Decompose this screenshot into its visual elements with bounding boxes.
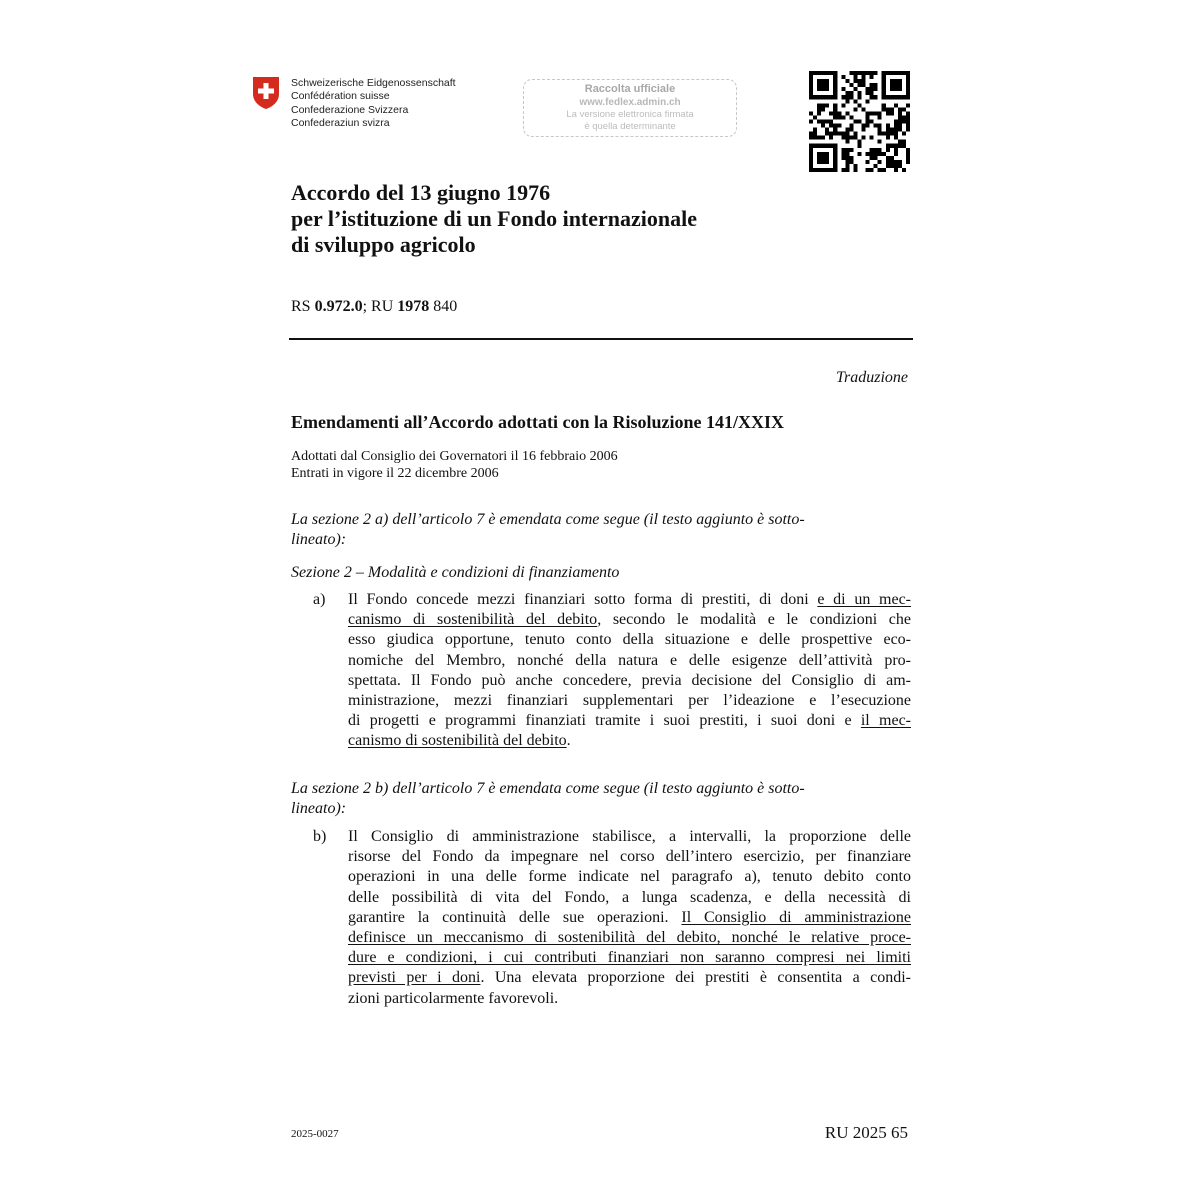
paragraph-line: previsti per i doni. Una elevata proporzione dei prestiti è consentita a condi- [348, 969, 911, 987]
paragraph-line: garantire la continuità delle sue operazioni. Il Consiglio di amministrazione [348, 908, 912, 926]
paragraph-line: delle possibilità di vita del Fondo, a lunga scadenza, e della necessità di [348, 888, 911, 906]
added-text: Il Consiglio di amministrazione [681, 908, 912, 926]
rs-ru-reference: RS 0.972.0; RU 1978 840 [291, 298, 458, 315]
divider [289, 338, 913, 340]
added-text: previsti per i doni [348, 969, 481, 987]
added-text: definisce un meccanismo di sostenibilità del debito, nonché le relative proce- [348, 929, 911, 947]
paragraph-b-text [348, 827, 911, 1009]
added-text: canismo di sostenibilità del debito [348, 732, 567, 750]
paragraph-line [348, 928, 911, 948]
added-text: dure e condizioni, i cui contributi finanziari non saranno compresi nei limiti [348, 949, 911, 967]
added-text: e di un mec- [817, 591, 911, 608]
confederation-name-fr: Confédération suisse [291, 90, 390, 103]
title-line: Accordo del 13 giugno 1976 [291, 180, 551, 205]
adoption-dates [291, 448, 618, 482]
paragraph-b-label: b) [313, 828, 327, 845]
title-line: per l’istituzione di un Fondo internazionale [291, 206, 698, 231]
amendments-heading: Emendamenti all’Accordo adottati con la Risoluzione 141/XXIX [291, 412, 784, 432]
paragraph-line: zioni particolarmente favorevoli. [348, 989, 559, 1007]
official-collection-stamp [523, 79, 737, 137]
added-text: canismo di sostenibilità del debito [348, 611, 598, 629]
paragraph-line [348, 948, 911, 968]
added-text: il mec- [860, 712, 911, 730]
document-title [291, 180, 891, 258]
paragraph-line: canismo di sostenibilità del debito, secondo le modalità e le condizioni che [348, 611, 911, 629]
intro-section-b: La sezione 2 b) dell’articolo 7 è emendata come segue (il testo aggiunto è sotto- lineato): [291, 780, 805, 817]
paragraph-line: operazioni in una delle forme indicate nel paragrafo a), tenuto debito conto [348, 868, 911, 886]
confederation-name-it: Confederazione Svizzera [291, 103, 409, 116]
paragraph-line: ministrazione, mezzi finanziari supplementari per l’ideazione e l’esecuzione [348, 692, 911, 710]
confederation-names [291, 77, 456, 131]
paragraph-b [291, 827, 911, 1009]
paragraph-line: esso giudica opportune, tenuto conto della situazione e delle prospettive eco- [348, 631, 911, 649]
stamp-url: www.fedlex.admin.ch [579, 97, 681, 108]
section-title: Sezione 2 – Modalità e condizioni di finanziamento [291, 564, 620, 581]
stamp-title: Raccolta ufficiale [584, 83, 676, 95]
confederation-name-rm: Confederaziun svizra [291, 117, 390, 130]
paragraph-line: Il Fondo concede mezzi finanziari sotto forma di prestiti, di doni e di un mec- [348, 591, 911, 608]
paragraph-line: Il Consiglio di amministrazione stabilisce, a intervalli, la proporzione delle [348, 828, 911, 845]
ru-page-reference: RU 2025 65 [824, 1123, 908, 1142]
swiss-emblem-icon [252, 76, 280, 110]
ru-year: 1978 [397, 298, 430, 315]
document-id: 2025-0027 [291, 1128, 339, 1140]
title-line: di sviluppo agricolo [291, 232, 476, 257]
confederation-name-de: Schweizerische Eidgenossenschaft [291, 77, 456, 89]
paragraph-line: nomiche del Membro, nonché della natura e delle esigenze dell’attività pro- [348, 651, 911, 669]
rs-number: 0.972.0 [314, 298, 363, 315]
qr-code-icon [809, 71, 910, 172]
paragraph-a-label: a) [313, 591, 326, 608]
adopted-line: Adottati dal Consiglio dei Governatori il 16 febbraio 2006 [291, 449, 618, 464]
paragraph-line: spettata. Il Fondo può anche concedere, previa decisione del Consiglio di am- [348, 671, 911, 689]
paragraph-line: di progetti e programmi finanziati tramite i suoi prestiti, i suoi doni e il mec- [348, 712, 911, 730]
paragraph-a-text [348, 590, 911, 752]
stamp-note-line-2: è quella determinante [584, 121, 676, 132]
in-force-line: Entrati in vigore il 22 dicembre 2006 [291, 466, 499, 481]
paragraph-line: canismo di sostenibilità del debito. [348, 732, 571, 750]
intro-section-a: La sezione 2 a) dell’articolo 7 è emendata come segue (il testo aggiunto è sotto- lineato): [291, 511, 805, 548]
paragraph-a [291, 590, 911, 752]
paragraph-line: risorse del Fondo da impegnare nel corso dell’intero esercizio, per finanziare [348, 848, 911, 866]
stamp-note-line-1: La versione elettronica firmata [566, 109, 694, 120]
translation-label: Traduzione [835, 369, 908, 386]
